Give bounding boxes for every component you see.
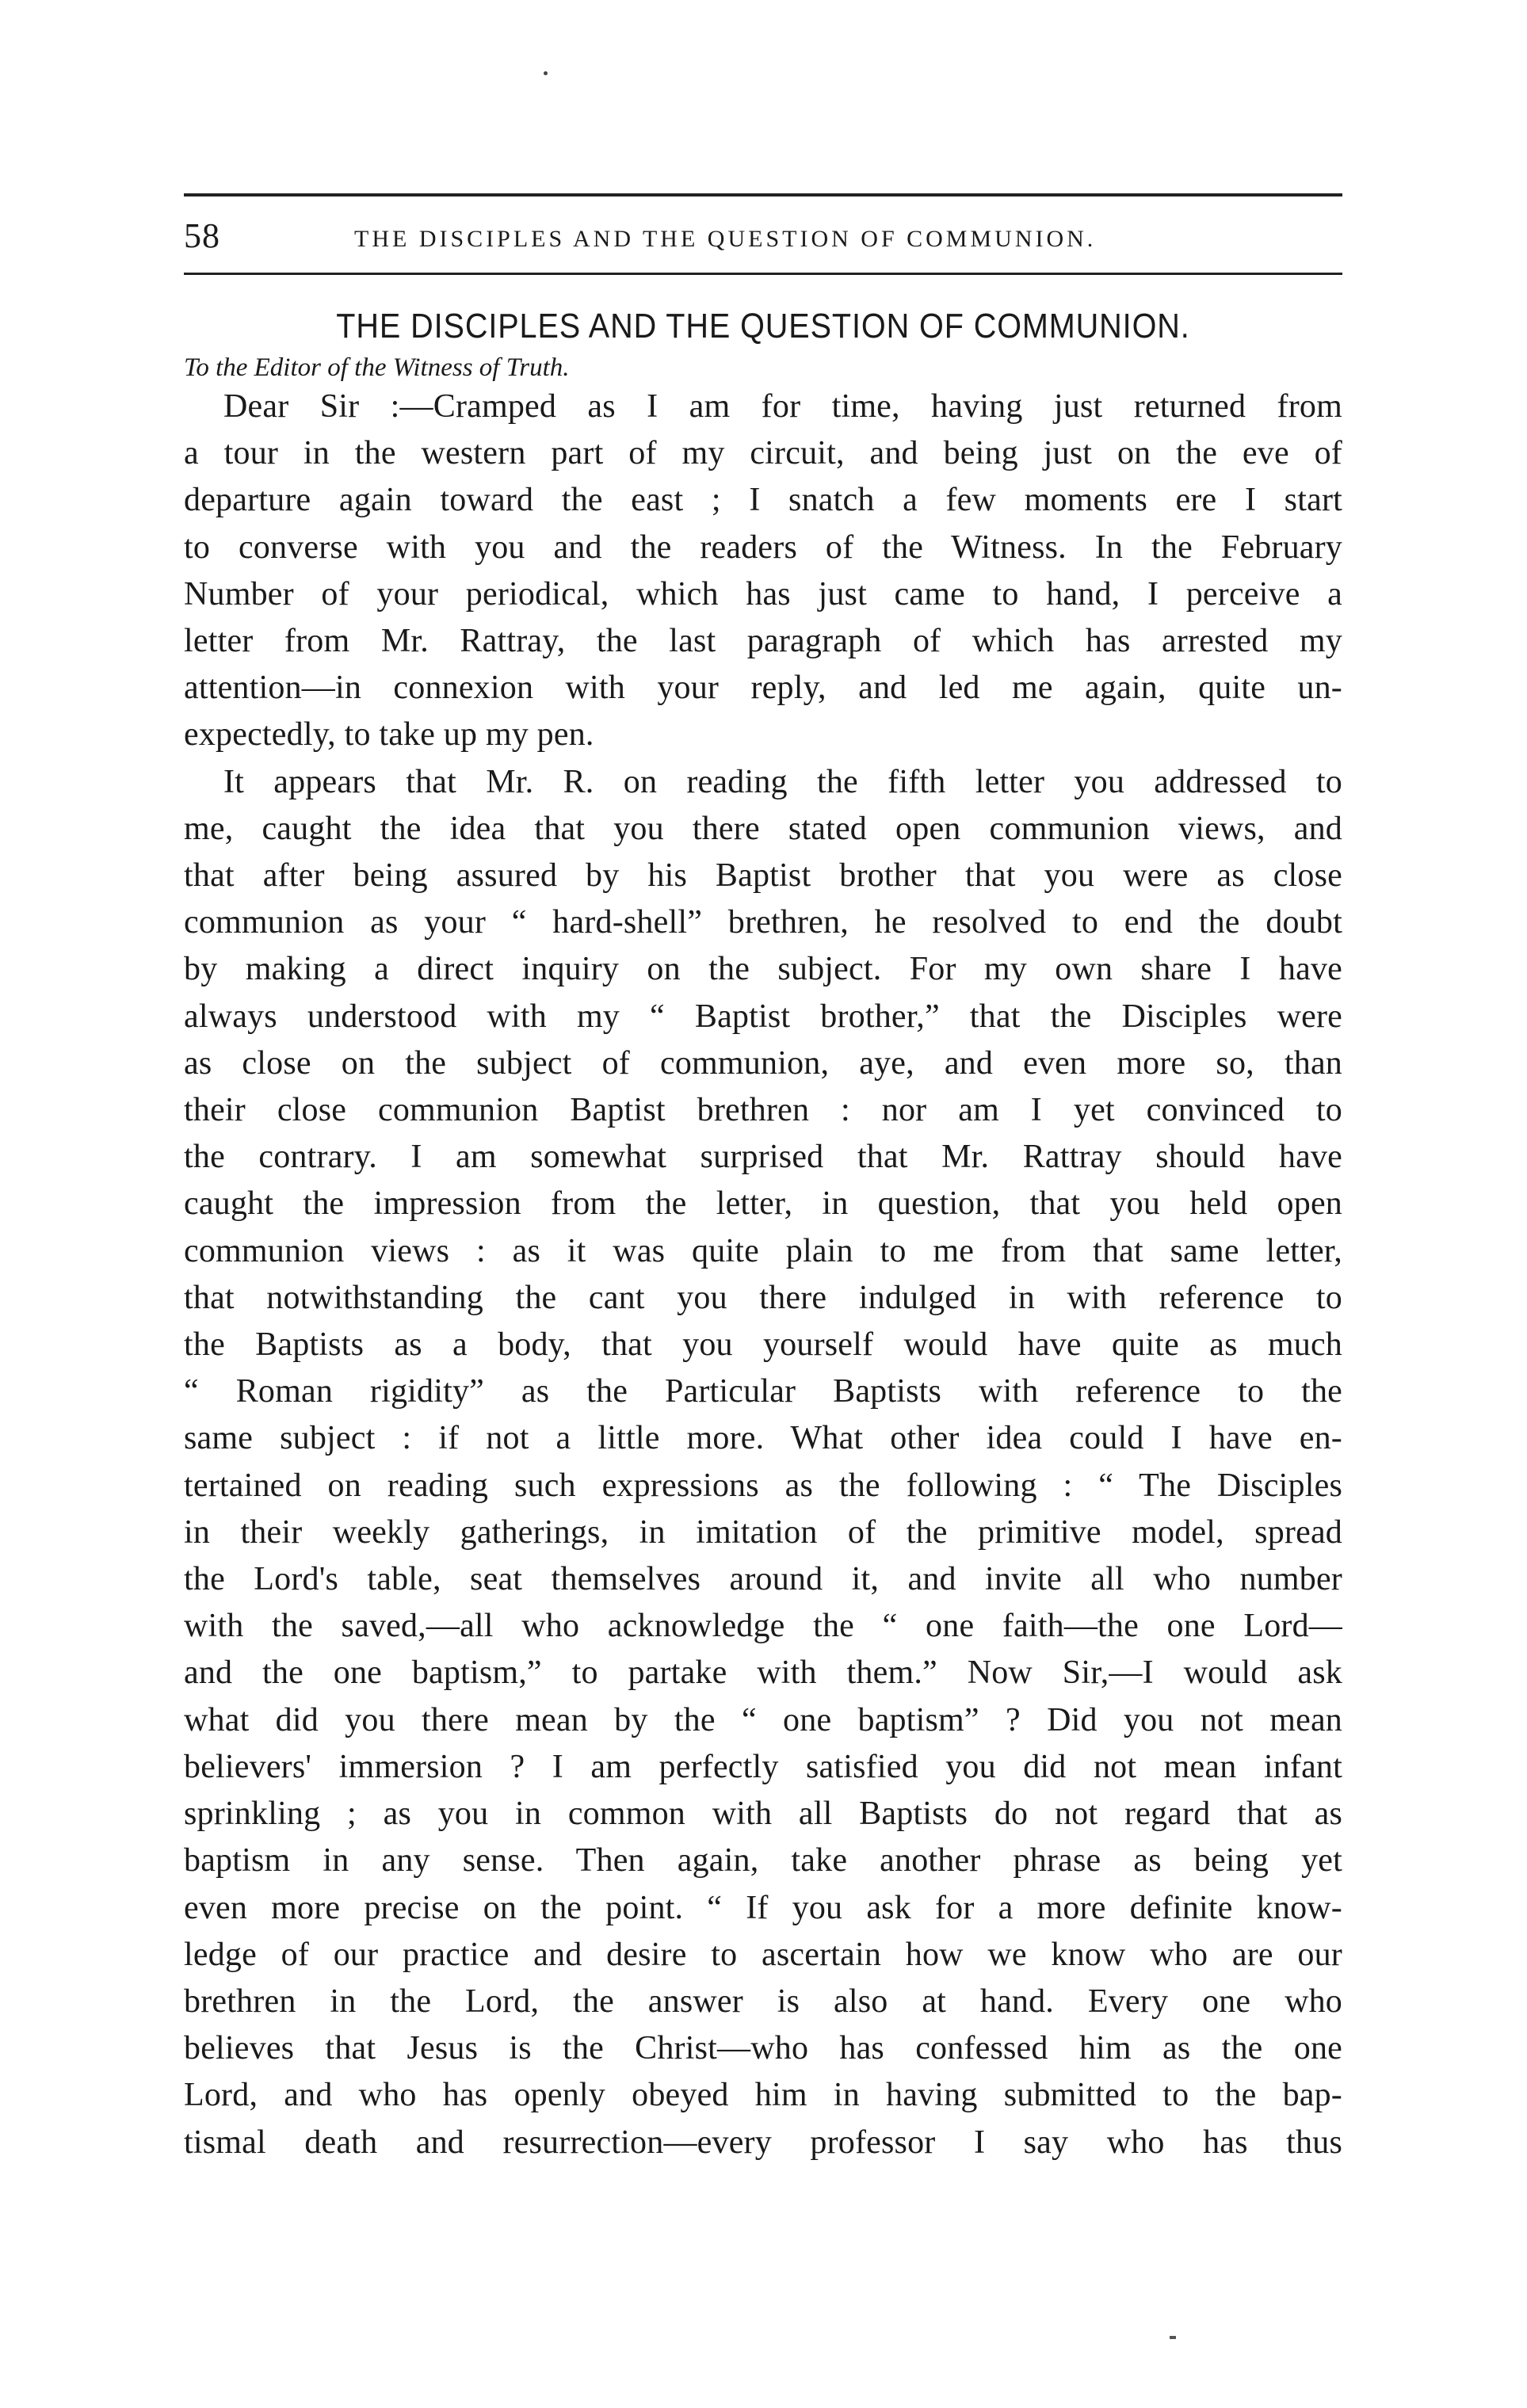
paragraph-1 [184,384,1342,759]
text-line: what did you there mean by the “ one baptism” ? Did you not mean [184,1701,1342,1738]
text-line: brethren in the Lord, the answer is also at hand. Every one who [184,1982,1342,2020]
text-line: believes that Jesus is the Christ—who has confessed him as the one [184,2030,1342,2067]
text-line: tertained on reading such expressions as the following : “ The Disciples [184,1467,1342,1504]
text-line: ledge of our practice and desire to ascertain how we know who are our [184,1936,1342,1973]
text-line: to converse with you and the readers of the Witness. In the February [184,529,1342,566]
text-line: me, caught the idea that you there stated open communion views, and [184,810,1342,847]
text-line: the Lord's table, seat themselves around it, and invite all who number [184,1561,1342,1598]
text-line: It appears that Mr. R. on reading the fifth letter you addressed to [223,763,1342,800]
article-body [184,384,1342,2166]
text-line: Lord, and who has openly obeyed him in having submitted to the bap- [184,2077,1342,2114]
text-line: communion views : as it was quite plain to me from that same letter, [184,1232,1342,1269]
running-title: THE DISCIPLES AND THE QUESTION OF COMMUNION. [354,226,1097,252]
text-line: even more precise on the point. “ If you ask for a more definite know- [184,1889,1342,1926]
text-line: a tour in the western part of my circuit, and being just on the eve of [184,435,1342,472]
text-line: by making a direct inquiry on the subject. For my own share I have [184,951,1342,988]
text-line: their close communion Baptist brethren : nor am I yet convinced to [184,1092,1342,1129]
text-line: same subject : if not a little more. What other idea could I have en- [184,1420,1342,1457]
text-line: as close on the subject of communion, aye, and even more so, than [184,1044,1342,1082]
header-rule-top [184,193,1342,197]
text-line: Number of your periodical, which has just came to hand, I perceive a [184,575,1342,612]
text-line: baptism in any sense. Then again, take another phrase as being yet [184,1842,1342,1879]
page-number: 58 [184,216,220,255]
text-line: that after being assured by his Baptist brother that you were as close [184,857,1342,895]
text-line: departure again toward the east ; I snatch a few moments ere I start [184,482,1342,519]
text-line: tismal death and resurrection—every professor I say who has thus [184,2124,1342,2161]
editor-address: To the Editor of the Witness of Truth. [184,353,570,382]
text-line: the Baptists as a body, that you yourself would have quite as much [184,1326,1342,1364]
text-line: communion as your “ hard-shell” brethren, he resolved to end the doubt [184,904,1342,941]
printing-dot [544,71,548,75]
text-line: in their weekly gatherings, in imitation of the primitive model, spread [184,1513,1342,1551]
text-line: believers' immersion ? I am perfectly satisfied you did not mean infant [184,1748,1342,1785]
text-line: always understood with my “ Baptist brother,” that the Disciples were [184,998,1342,1035]
text-line: sprinkling ; as you in common with all Baptists do not regard that as [184,1796,1342,1833]
text-line: caught the impression from the letter, in question, that you held open [184,1185,1342,1223]
text-line: the contrary. I am somewhat surprised that Mr. Rattray should have [184,1139,1342,1176]
text-line: Dear Sir :—Cramped as I am for time, having just returned from [223,388,1342,425]
text-line: that notwithstanding the cant you there indulged in with reference to [184,1279,1342,1316]
paragraph-2 [184,759,1342,2166]
article-title: THE DISCIPLES AND THE QUESTION OF COMMUNION. [336,307,1190,345]
text-line: with the saved,—all who acknowledge the “ one faith—the one Lord— [184,1608,1342,1645]
text-line: “ Roman rigidity” as the Particular Baptists with reference to the [184,1373,1342,1410]
printing-mark [1170,2336,1176,2339]
text-line: expectedly, to take up my pen. [184,716,594,754]
header-rule-bottom [184,273,1342,275]
text-line: attention—in connexion with your reply, and led me again, quite un- [184,670,1342,707]
text-line: letter from Mr. Rattray, the last paragraph of which has arrested my [184,623,1342,660]
running-head [184,212,1342,260]
text-line: and the one baptism,” to partake with them.” Now Sir,—I would ask [184,1654,1342,1692]
